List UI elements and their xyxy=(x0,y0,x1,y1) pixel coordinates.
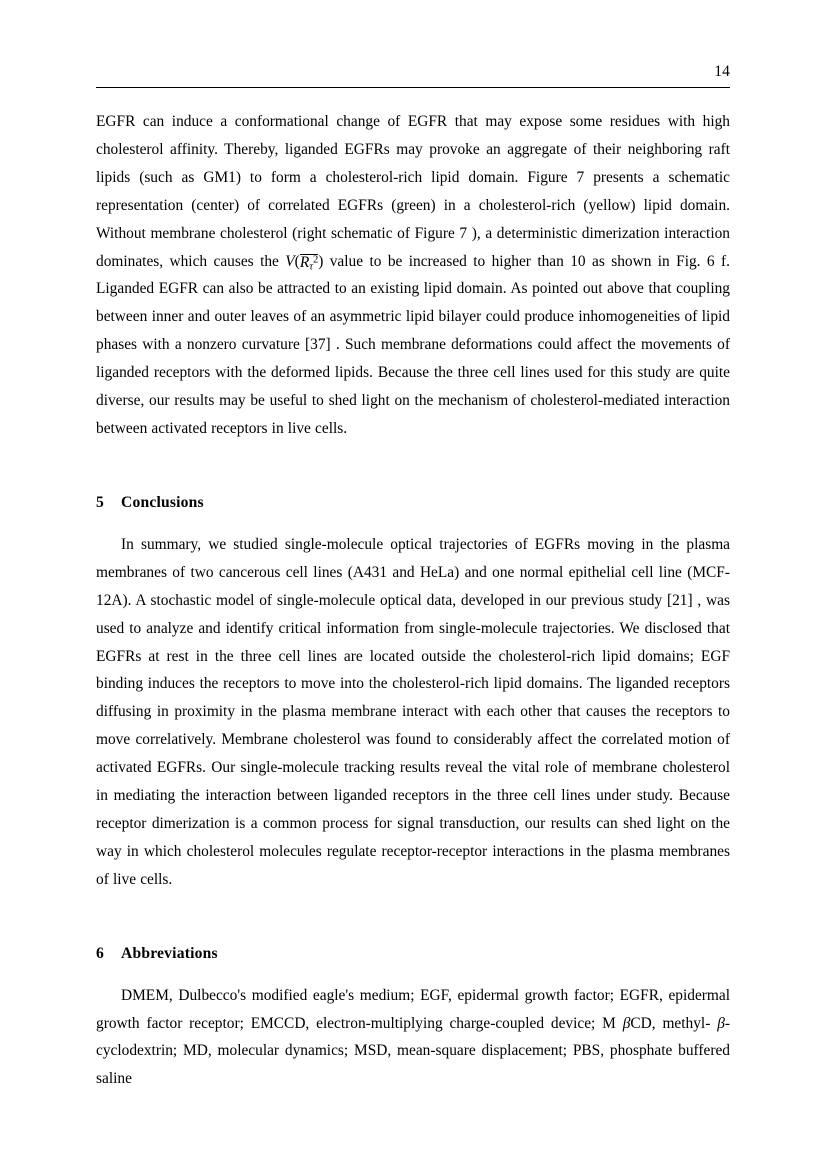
math-function-v: V xyxy=(285,252,295,270)
paragraph-continued-discussion xyxy=(96,108,730,443)
page-number: 14 xyxy=(714,63,730,80)
heading-conclusions xyxy=(96,491,730,515)
math-paren-open: ( xyxy=(294,252,300,270)
heading-abbreviations xyxy=(96,942,730,966)
header-rule xyxy=(96,87,730,88)
abbreviations-text-segment-2: CD, methyl- xyxy=(630,1014,718,1032)
discussion-text-before-math: EGFR can induce a conformational change of EGFR that may expose some residues with high cholesterol affinity. Thereby, liganded EGFRs may provoke an aggregate of their neighboring raft lipids (such as GM1) to form a cholesterol-rich lipid domain. Figure 7 presents a schematic representation (center) of correlated EGFRs (green) in a cholesterol-rich (yellow) lipid domain. Without membrane cholesterol (right schematic of Figure 7 ), a deterministic dimerization interaction dominates, which causes the xyxy=(96,113,730,270)
math-paren-close: ) xyxy=(318,252,324,270)
paragraph-abbreviations-body xyxy=(96,982,730,1094)
inline-math-variance-expression xyxy=(285,253,323,270)
discussion-text-after-math: value to be increased to higher than 10 as shown in Fig. 6 f. Liganded EGFR can also be attracted to an existing lipid domain. As pointed out above that coupling between inner and outer leaves of an asymmetric lipid bilayer could produce inhomogeneities of lipid phases with a nonzero curvature [37] . Such membrane deformations could affect the movements of liganded receptors with the deformed lipids. Because the three cell lines used for this study are quite diverse, our results may be useful to shed light on the mechanism of cholesterol-mediated interaction between activated receptors in live cells. xyxy=(96,252,730,437)
abbreviations-text-segment-3: -cyclodextrin; MD, molecular dynamics; MSD, mean-square displacement; PBS, phosphate buffered saline xyxy=(96,1014,730,1088)
math-subscript-tau: τ xyxy=(309,260,313,272)
heading-title-conclusions: Conclusions xyxy=(121,493,204,511)
math-variable-r: R xyxy=(299,253,310,271)
heading-number-5: 5 xyxy=(96,493,104,511)
heading-title-abbreviations: Abbreviations xyxy=(121,944,218,962)
spacer-after-conclusions-heading xyxy=(96,515,730,531)
page-header xyxy=(96,62,730,88)
math-overbar-group xyxy=(300,254,318,273)
body-text xyxy=(96,108,730,1093)
heading-number-6: 6 xyxy=(96,944,104,962)
abbreviations-text-segment-1: DMEM, Dulbecco's modified eagle's medium; EGF, epidermal growth factor; EGFR, epidermal growth factor receptor; EMCCD, electron-multiplying charge-coupled device; M xyxy=(96,986,730,1032)
spacer-before-abbreviations xyxy=(96,894,730,942)
spacer-before-conclusions xyxy=(96,443,730,491)
page-content xyxy=(96,62,730,1093)
spacer-after-abbreviations-heading xyxy=(96,966,730,982)
paragraph-conclusions-body: In summary, we studied single-molecule optical trajectories of EGFRs moving in the plasma membranes of two cancerous cell lines (A431 and HeLa) and one normal epithelial cell line (MCF-12A). A stochastic model of single-molecule optical data, developed in our previous study [21] , was used to analyze and identify critical information from single-molecule trajectories. We disclosed that EGFRs at rest in the three cell lines are located outside the cholesterol-rich lipid domains; EGF binding induces the receptors to move into the cholesterol-rich lipid domains. The liganded receptors diffusing in proximity in the plasma membrane interact with each other that causes the receptors to move correlatively. Membrane cholesterol was found to considerably affect the correlated motion of activated EGFRs. Our single-molecule tracking results reveal the vital role of membrane cholesterol in mediating the interaction between liganded receptors in the three cell lines under study. Because receptor dimerization is a common process for signal transduction, our results can shed light on the way in which cholesterol molecules regulate receptor-receptor interactions in the plasma membranes of live cells. xyxy=(96,535,730,888)
math-superscript-two: 2 xyxy=(312,254,319,266)
greek-beta-mbcd: β xyxy=(622,1014,631,1032)
greek-beta-cyclodextrin: β xyxy=(717,1014,725,1032)
